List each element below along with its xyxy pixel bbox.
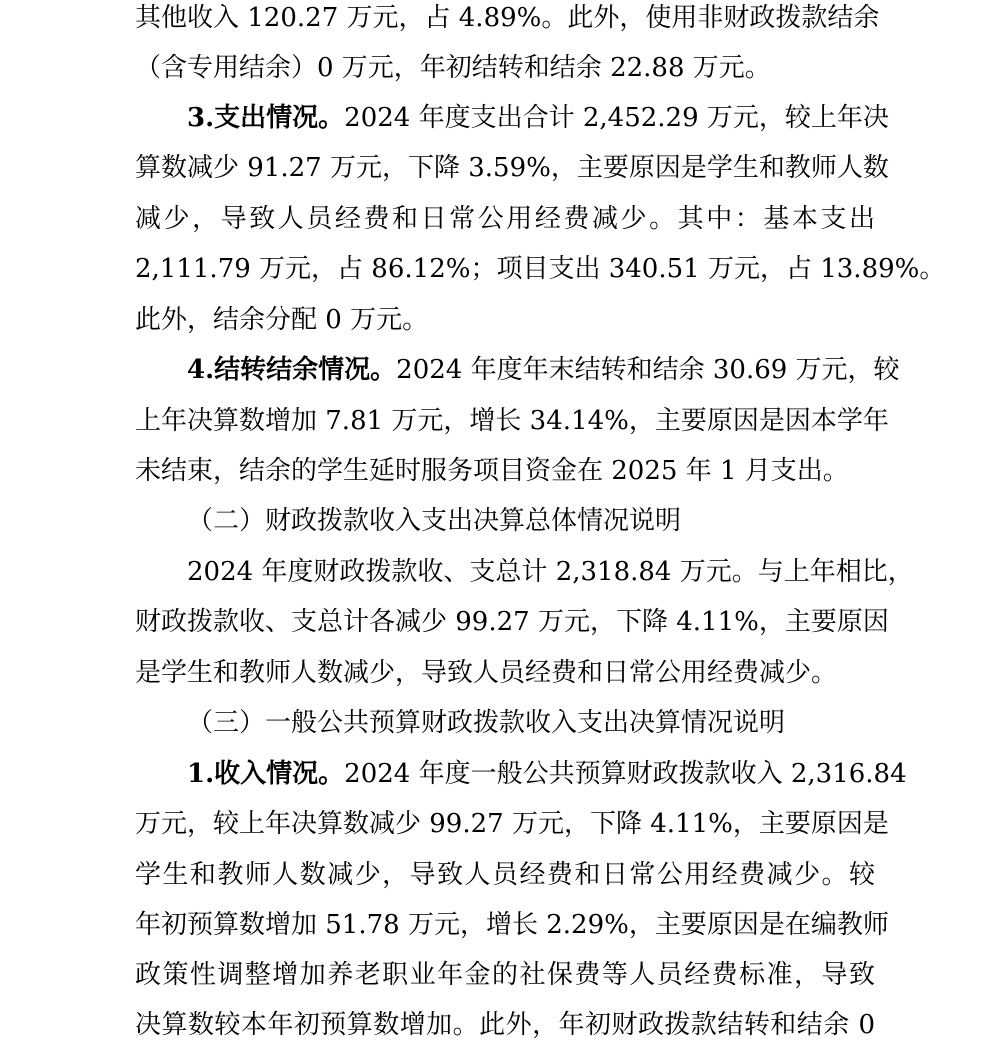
- text-line: 2024 年度财政拨款收、支总计 2,318.84 万元。与上年相比，: [187, 557, 914, 587]
- section-title-3: （三）一般公共预算财政拨款收入支出决算情况说明: [187, 708, 786, 738]
- section-heading-income: 1.收入情况。: [187, 759, 345, 789]
- text-line: 是学生和教师人数减少，导致人员经费和日常公用经费减少。: [135, 658, 838, 688]
- text-line: 减少，导致人员经费和日常公用经费减少。其中：基本支出: [135, 204, 875, 234]
- text-line: 2024 年度支出合计 2,452.29 万元，较上年决: [344, 103, 889, 133]
- text-line: 其他收入 120.27 万元，占 4.89%。此外，使用非财政拨款结余: [135, 3, 880, 33]
- text-line: 2024 年度年末结转和结余 30.69 万元，较: [396, 355, 900, 385]
- text-line: 上年决算数增加 7.81 万元，增长 34.14%，主要原因是因本学年: [135, 406, 889, 436]
- text-line: 算数减少 91.27 万元，下降 3.59%，主要原因是学生和教师人数: [135, 153, 889, 183]
- text-line: 年初预算数增加 51.78 万元，增长 2.29%，主要原因是在编教师: [135, 910, 889, 940]
- text-line: 此外，结余分配 0 万元。: [135, 305, 429, 335]
- text-line: 财政拨款收、支总计各减少 99.27 万元，下降 4.11%，主要原因: [135, 607, 889, 637]
- text-line: 决算数较本年初预算数增加。此外，年初财政拨款结转和结余 0: [135, 1010, 875, 1040]
- text-line: 未结束，结余的学生延时服务项目资金在 2025 年 1 月支出。: [135, 456, 849, 486]
- paragraph-expenditure: [187, 93, 889, 143]
- text-line: 万元，较上年决算数减少 99.27 万元，下降 4.11%，主要原因是: [135, 809, 889, 839]
- paragraph-income: [187, 749, 907, 799]
- text-line: （含专用结余）0 万元，年初结转和结余 22.88 万元。: [135, 53, 771, 83]
- text-line: 政策性调整增加养老职业年金的社保费等人员经费标准，导致: [135, 960, 875, 990]
- text-line: 学生和教师人数减少，导致人员经费和日常公用经费减少。较: [135, 860, 875, 890]
- text-line: 2,111.79 万元，占 86.12%；项目支出 340.51 万元，占 13.89%。: [135, 254, 946, 284]
- paragraph-carryover: [187, 345, 900, 395]
- section-heading-expenditure: 3.支出情况。: [187, 103, 345, 133]
- section-title-2: （二）财政拨款收入支出决算总体情况说明: [187, 506, 682, 536]
- text-line: 2024 年度一般公共预算财政拨款收入 2,316.84: [344, 759, 907, 789]
- section-heading-carryover: 4.结转结余情况。: [187, 355, 397, 385]
